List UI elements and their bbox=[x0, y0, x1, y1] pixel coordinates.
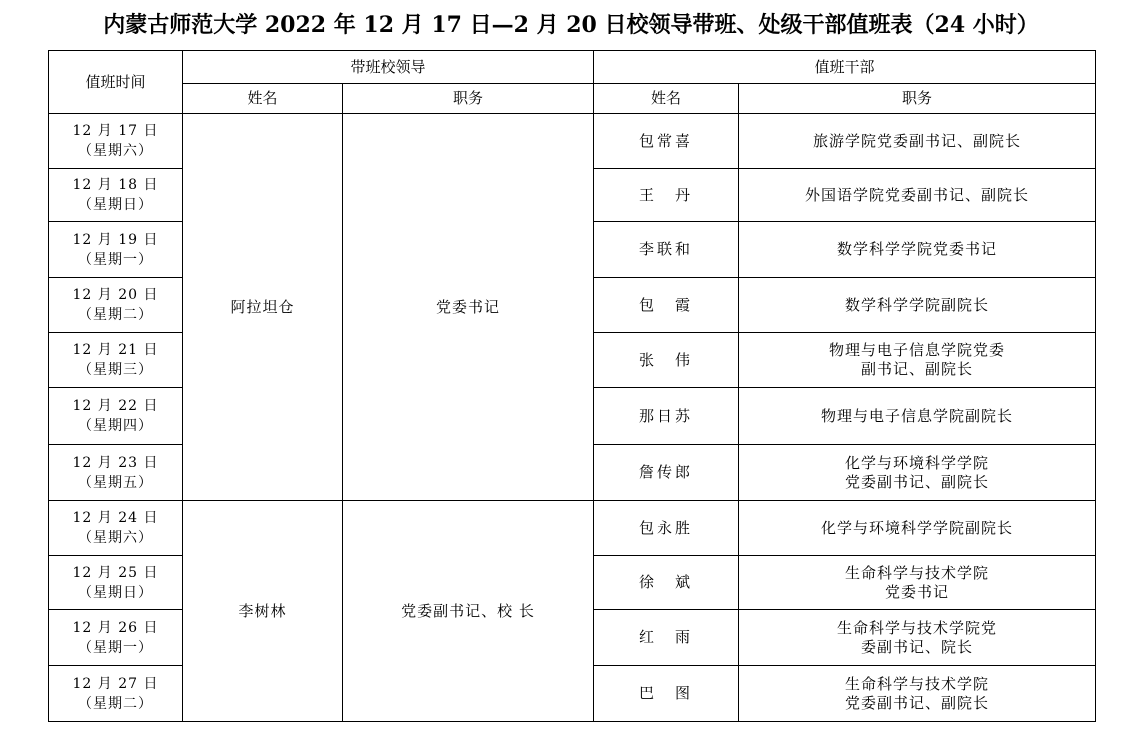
cadre-position-line: 生命科学与技术学院党 bbox=[837, 618, 998, 637]
duty-date-cell bbox=[49, 169, 183, 222]
cadre-position-cell bbox=[739, 278, 1096, 333]
duty-weekday: （星期日） bbox=[78, 197, 153, 213]
duty-schedule-table bbox=[48, 50, 1096, 722]
duty-date: 12 月 25 日 bbox=[72, 564, 159, 581]
duty-date: 12 月 23 日 bbox=[72, 454, 159, 471]
header-row-2 bbox=[49, 84, 1096, 114]
cadre-position-line: 外国语学院党委副书记、副院长 bbox=[805, 185, 1030, 204]
cadre-position-line: 旅游学院党委副书记、副院长 bbox=[813, 131, 1022, 150]
cadre-position-line: 党委副书记、副院长 bbox=[845, 693, 990, 712]
header-duty-time: 值班时间 bbox=[49, 51, 183, 114]
duty-weekday: （星期二） bbox=[78, 307, 153, 323]
duty-date: 12 月 17 日 bbox=[72, 123, 159, 139]
cadre-name: 李联和 bbox=[594, 222, 739, 278]
cadre-position-line: 数学科学学院党委书记 bbox=[837, 240, 998, 258]
duty-weekday: （星期二） bbox=[78, 695, 153, 712]
cadre-name: 王 丹 bbox=[594, 169, 739, 222]
leader-name: 阿拉坦仓 bbox=[183, 114, 343, 501]
cadre-name: 徐 斌 bbox=[594, 556, 739, 610]
cadre-name: 巴 图 bbox=[594, 666, 739, 722]
cadre-name: 包永胜 bbox=[594, 501, 739, 556]
cadre-name: 包 霞 bbox=[594, 278, 739, 333]
duty-date: 12 月 20 日 bbox=[72, 287, 159, 303]
duty-date: 12 月 24 日 bbox=[72, 510, 159, 526]
cadre-position-line: 化学与环境科学学院 bbox=[845, 453, 990, 472]
header-cadre-name: 姓名 bbox=[594, 84, 739, 114]
duty-date: 12 月 22 日 bbox=[72, 398, 159, 414]
cadre-name: 那日苏 bbox=[594, 388, 739, 445]
cadre-position-line: 委副书记、院长 bbox=[861, 637, 974, 656]
duty-weekday: （星期五） bbox=[78, 474, 153, 491]
duty-date: 12 月 21 日 bbox=[72, 342, 159, 358]
table-row bbox=[49, 501, 1096, 556]
header-cadre-group: 值班干部 bbox=[594, 51, 1096, 84]
duty-weekday: （星期一） bbox=[78, 251, 153, 268]
duty-date-cell bbox=[49, 556, 183, 610]
header-leader-group: 带班校领导 bbox=[183, 51, 594, 84]
cadre-position-cell bbox=[739, 222, 1096, 278]
cadre-name: 张 伟 bbox=[594, 333, 739, 388]
duty-weekday: （星期一） bbox=[78, 639, 153, 656]
duty-date: 12 月 27 日 bbox=[72, 675, 159, 692]
cadre-position-line: 数学科学学院副院长 bbox=[845, 295, 990, 314]
cadre-position-cell bbox=[739, 169, 1096, 222]
header-leader-position: 职务 bbox=[343, 84, 594, 114]
page-title: 内蒙古师范大学 2022 年 12 月 17 日—2 月 20 日校领导带班、处级干部值班表（24 小时） bbox=[103, 12, 1039, 38]
cadre-position-line: 副书记、副院长 bbox=[861, 360, 974, 378]
header-leader-name: 姓名 bbox=[183, 84, 343, 114]
cadre-name: 包常喜 bbox=[594, 114, 739, 169]
cadre-position-line: 党委书记 bbox=[885, 582, 950, 601]
cadre-position-line: 物理与电子信息学院副院长 bbox=[821, 406, 1014, 425]
leader-position: 党委副书记、校 长 bbox=[343, 501, 594, 722]
leader-name: 李树林 bbox=[183, 501, 343, 722]
duty-date-cell bbox=[49, 666, 183, 722]
header-row-1 bbox=[49, 51, 1096, 84]
cadre-name: 红 雨 bbox=[594, 610, 739, 666]
schedule-body bbox=[49, 114, 1096, 722]
cadre-position-cell bbox=[739, 666, 1096, 722]
cadre-name: 詹传郎 bbox=[594, 445, 739, 501]
cadre-position-cell bbox=[739, 501, 1096, 556]
duty-date-cell bbox=[49, 114, 183, 169]
duty-weekday: （星期六） bbox=[78, 143, 153, 159]
duty-weekday: （星期三） bbox=[78, 362, 153, 378]
duty-weekday: （星期日） bbox=[78, 584, 153, 601]
duty-date-cell bbox=[49, 333, 183, 388]
cadre-position-line: 化学与环境科学学院副院长 bbox=[821, 518, 1014, 537]
duty-date: 12 月 19 日 bbox=[72, 231, 159, 248]
cadre-position-line: 党委副书记、副院长 bbox=[845, 472, 990, 491]
duty-date: 12 月 18 日 bbox=[72, 177, 159, 193]
duty-date-cell bbox=[49, 445, 183, 501]
cadre-position-line: 生命科学与技术学院 bbox=[845, 674, 990, 693]
duty-weekday: （星期六） bbox=[78, 530, 153, 546]
cadre-position-cell bbox=[739, 610, 1096, 666]
duty-date-cell bbox=[49, 501, 183, 556]
duty-weekday: （星期四） bbox=[78, 418, 153, 434]
cadre-position-cell bbox=[739, 388, 1096, 445]
duty-date-cell bbox=[49, 610, 183, 666]
cadre-position-cell bbox=[739, 445, 1096, 501]
duty-date-cell bbox=[49, 278, 183, 333]
cadre-position-line: 物理与电子信息学院党委 bbox=[829, 341, 1006, 359]
duty-date-cell bbox=[49, 222, 183, 278]
leader-position: 党委书记 bbox=[343, 114, 594, 501]
cadre-position-line: 生命科学与技术学院 bbox=[845, 563, 990, 582]
cadre-position-cell bbox=[739, 556, 1096, 610]
table-row bbox=[49, 114, 1096, 169]
cadre-position-cell bbox=[739, 333, 1096, 388]
header-cadre-position: 职务 bbox=[739, 84, 1096, 114]
duty-date: 12 月 26 日 bbox=[72, 619, 159, 636]
duty-date-cell bbox=[49, 388, 183, 445]
cadre-position-cell bbox=[739, 114, 1096, 169]
